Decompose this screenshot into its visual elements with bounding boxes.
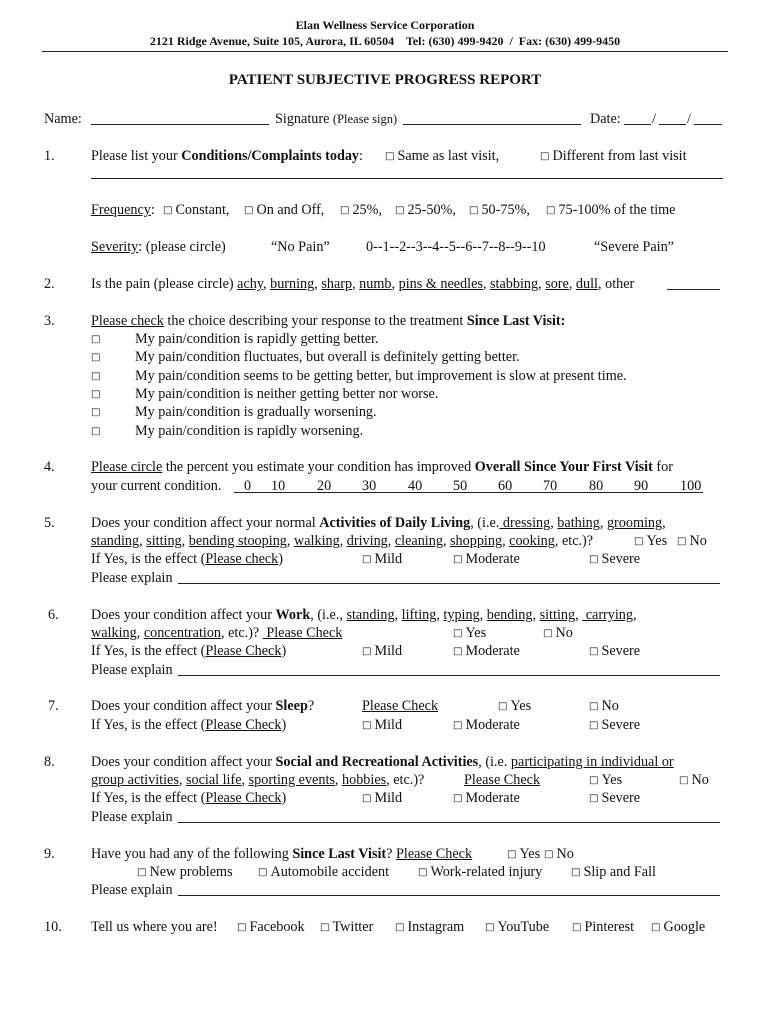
q7-please-check: Please Check	[362, 698, 439, 714]
checkbox-icon: □	[589, 793, 599, 804]
header-rule	[42, 51, 728, 52]
checkbox-icon: □	[453, 646, 463, 657]
q4-scale-value[interactable]: 70	[543, 478, 558, 494]
q8-explain-label: Please explain	[91, 809, 173, 825]
freq-25-50[interactable]: □ 25-50%,	[395, 202, 456, 218]
checkbox-icon: □	[362, 646, 372, 657]
q6-no[interactable]: □ No	[543, 625, 573, 641]
checkbox-icon: □	[362, 720, 372, 731]
freq-constant[interactable]: □ Constant,	[163, 202, 230, 218]
q4-prompt: Please circle the percent you estimate your condition has improved Overall Since Your First Visit for	[91, 459, 673, 475]
q8-effect-label: If Yes, is the effect (Please Check)	[91, 790, 287, 806]
q4-scale-value[interactable]: 100	[680, 478, 702, 494]
checkbox-icon: □	[453, 554, 463, 565]
date-slash: /	[652, 111, 656, 127]
q10-facebook[interactable]: □ Facebook	[237, 919, 305, 935]
q4-scale-value[interactable]: 50	[453, 478, 468, 494]
date-year-field[interactable]	[694, 124, 722, 125]
checkbox-icon: □	[362, 554, 372, 565]
checkbox-icon: □	[485, 922, 495, 933]
checkbox-icon: □	[237, 922, 247, 933]
q7-prompt: Does your condition affect your Sleep?	[91, 698, 315, 714]
q6-moderate[interactable]: □ Moderate	[453, 643, 520, 659]
q6-activities: walking, concentration, etc.)? Please Check	[91, 625, 343, 641]
checkbox-icon: □	[589, 720, 599, 731]
checkbox-icon: □	[543, 628, 553, 639]
freq-25[interactable]: □ 25%,	[340, 202, 383, 218]
q7-effect-label: If Yes, is the effect (Please Check)	[91, 717, 287, 733]
q6-effect-label: If Yes, is the effect (Please Check)	[91, 643, 287, 659]
checkbox-icon: □	[91, 389, 101, 400]
q3-checkbox[interactable]	[91, 330, 103, 349]
pain-word[interactable]: achy	[237, 276, 264, 292]
q4-line2: your current condition.	[91, 478, 222, 494]
q6-prompt: Does your condition affect your Work, (i.e., standing, lifting, typing, bending, sitting, carrying,	[91, 607, 637, 623]
q9-new-problems[interactable]: □ New problems	[137, 864, 233, 880]
q3-option: My pain/condition is rapidly worsening.	[135, 423, 364, 439]
checkbox-icon: □	[507, 849, 517, 860]
checkbox-icon: □	[91, 334, 101, 345]
checkbox-icon: □	[544, 849, 554, 860]
q4-number: 4.	[44, 459, 55, 475]
pain-word[interactable]: stabbing	[490, 276, 539, 292]
q3-option: My pain/condition fluctuates, but overall is definitely getting better.	[135, 349, 520, 365]
q5-explain-label: Please explain	[91, 570, 173, 586]
q3-checkbox[interactable]	[91, 385, 103, 404]
q9-prompt: Have you had any of the following Since Last Visit? Please Check	[91, 846, 473, 862]
checkbox-icon: □	[571, 867, 581, 878]
name-field[interactable]	[91, 124, 269, 125]
freq-75-100[interactable]: □ 75-100% of the time	[546, 202, 676, 218]
date-day-field[interactable]	[659, 124, 686, 125]
q2-prompt: Is the pain (please circle) achy, burning, sharp, numb, pins & needles, stabbing, sore, dull, other	[91, 276, 635, 292]
q5-no[interactable]: □ No	[677, 533, 707, 549]
q3-checkbox[interactable]	[91, 403, 103, 422]
q9-number: 9.	[44, 846, 55, 862]
signature-field[interactable]	[403, 124, 581, 125]
q9-explain-label: Please explain	[91, 882, 173, 898]
checkbox-icon: □	[651, 922, 661, 933]
checkbox-icon: □	[453, 628, 463, 639]
q1-prompt: Please list your Conditions/Complaints today:	[91, 148, 363, 164]
q4-scale-value[interactable]: 20	[317, 478, 332, 494]
checkbox-icon: □	[634, 536, 644, 547]
checkbox-icon: □	[362, 793, 372, 804]
checkbox-icon: □	[679, 775, 689, 786]
q8-mild[interactable]: □ Mild	[362, 790, 403, 806]
checkbox-icon: □	[589, 554, 599, 565]
q6-severe[interactable]: □ Severe	[589, 643, 641, 659]
q10-google[interactable]: □ Google	[651, 919, 706, 935]
q3-number: 3.	[44, 313, 55, 329]
q8-yes[interactable]: □ Yes	[589, 772, 623, 788]
checkbox-icon: □	[546, 205, 556, 216]
freq-50-75[interactable]: □ 50-75%,	[469, 202, 530, 218]
q4-scale-value[interactable]: 90	[634, 478, 649, 494]
q7-moderate[interactable]: □ Moderate	[453, 717, 520, 733]
pain-word[interactable]: sharp	[321, 276, 353, 292]
q1-different-option[interactable]: □ Different from last visit	[540, 148, 687, 164]
checkbox-icon: □	[137, 867, 147, 878]
checkbox-icon: □	[91, 371, 101, 382]
q4-scale-value[interactable]: 80	[589, 478, 604, 494]
checkbox-icon: □	[589, 701, 599, 712]
pain-word[interactable]: burning	[270, 276, 315, 292]
q5-activities: standing, sitting, bending stooping, walking, driving, cleaning, shopping, cooking, etc.)?	[91, 533, 594, 549]
severity-scale[interactable]: 0--1--2--3--4--5--6--7--8--9--10	[366, 239, 546, 255]
q3-checkbox[interactable]	[91, 422, 103, 441]
checkbox-icon: □	[453, 793, 463, 804]
q1-conditions-field[interactable]	[91, 178, 723, 179]
checkbox-icon: □	[244, 205, 254, 216]
freq-on-off[interactable]: □ On and Off,	[244, 202, 325, 218]
q9-yes[interactable]: □ Yes	[507, 846, 541, 862]
q5-prompt: Does your condition affect your normal Activities of Daily Living, (i.e. dressing, bathing, grooming,	[91, 515, 666, 531]
checkbox-icon: □	[453, 720, 463, 731]
checkbox-icon: □	[589, 646, 599, 657]
checkbox-icon: □	[340, 205, 350, 216]
q6-yes[interactable]: □ Yes	[453, 625, 487, 641]
q8-please-check: Please Check	[464, 772, 541, 788]
q8-moderate[interactable]: □ Moderate	[453, 790, 520, 806]
checkbox-icon: □	[385, 151, 395, 162]
q10-youtube[interactable]: □ YouTube	[485, 919, 550, 935]
q4-scale-value[interactable]: 0	[244, 478, 252, 494]
q6-number: 6.	[48, 607, 59, 623]
q7-no[interactable]: □ No	[589, 698, 619, 714]
q3-option: My pain/condition seems to be getting better, but improvement is slow at present time.	[135, 368, 627, 384]
checkbox-icon: □	[418, 867, 428, 878]
q8-severe[interactable]: □ Severe	[589, 790, 641, 806]
checkbox-icon: □	[91, 352, 101, 363]
q5-explain-field[interactable]	[178, 583, 720, 584]
q5-yes[interactable]: □ Yes	[634, 533, 668, 549]
q10-twitter[interactable]: □ Twitter	[320, 919, 374, 935]
q3-option: My pain/condition is neither getting better nor worse.	[135, 386, 439, 402]
q6-explain-field[interactable]	[178, 675, 720, 676]
q5-number: 5.	[44, 515, 55, 531]
q5-severe[interactable]: □ Severe	[589, 551, 641, 567]
checkbox-icon: □	[395, 205, 405, 216]
company-name: Elan Wellness Service Corporation	[295, 18, 475, 32]
q4-scale-value[interactable]: 40	[408, 478, 423, 494]
q7-severe[interactable]: □ Severe	[589, 717, 641, 733]
frequency-label: Frequency:	[91, 202, 155, 218]
severity-severe-pain: “Severe Pain”	[594, 239, 674, 255]
q5-mild[interactable]: □ Mild	[362, 551, 403, 567]
q3-checkbox[interactable]	[91, 348, 103, 367]
q8-number: 8.	[44, 754, 55, 770]
company-address: 2121 Ridge Avenue, Suite 105, Aurora, IL 60504 Tel: (630) 499-9420 / Fax: (630) 499-9450	[149, 34, 621, 48]
q9-auto-accident[interactable]: □ Automobile accident	[258, 864, 390, 880]
q7-number: 7.	[48, 698, 59, 714]
q8-prompt: Does your condition affect your Social and Recreational Activities, (i.e. participating in individual or	[91, 754, 674, 770]
checkbox-icon: □	[540, 151, 550, 162]
q7-yes[interactable]: □ Yes	[498, 698, 532, 714]
name-label: Name:	[44, 111, 82, 127]
pain-word[interactable]: dull	[575, 276, 598, 292]
q4-scale-value[interactable]: 30	[362, 478, 377, 494]
q2-other-field[interactable]	[667, 289, 720, 290]
page-title: PATIENT SUBJECTIVE PROGRESS REPORT	[228, 72, 542, 88]
date-slash: /	[687, 111, 691, 127]
checkbox-icon: □	[469, 205, 479, 216]
q1-same-option[interactable]: □ Same as last visit,	[385, 148, 500, 164]
q5-moderate[interactable]: □ Moderate	[453, 551, 520, 567]
pain-word[interactable]: sore	[545, 276, 569, 292]
q10-instagram[interactable]: □ Instagram	[395, 919, 465, 935]
signature-label-group: Signature (Please sign)	[275, 111, 398, 127]
q4-scale-value[interactable]: 10	[271, 478, 286, 494]
checkbox-icon: □	[320, 922, 330, 933]
q10-number: 10.	[44, 919, 62, 935]
q10-pinterest[interactable]: □ Pinterest	[572, 919, 635, 935]
pain-word[interactable]: numb	[359, 276, 392, 292]
q9-explain-field[interactable]	[178, 895, 720, 896]
date-month-field[interactable]	[624, 124, 651, 125]
checkbox-icon: □	[163, 205, 173, 216]
q3-option: My pain/condition is rapidly getting better.	[135, 331, 379, 347]
q4-scale-underline	[234, 492, 703, 493]
q9-no[interactable]: □ No	[544, 846, 574, 862]
checkbox-icon: □	[91, 426, 101, 437]
q9-slip-fall[interactable]: □ Slip and Fall	[571, 864, 656, 880]
q1-number: 1.	[44, 148, 55, 164]
q4-scale-value[interactable]: 60	[498, 478, 513, 494]
date-label: Date:	[590, 111, 621, 127]
checkbox-icon: □	[572, 922, 582, 933]
q8-activities: group activities, social life, sporting events, hobbies, etc.)?	[91, 772, 425, 788]
q5-effect-label: If Yes, is the effect (Please check)	[91, 551, 284, 567]
severity-no-pain: “No Pain”	[271, 239, 330, 255]
q6-explain-label: Please explain	[91, 662, 173, 678]
q3-option: My pain/condition is gradually worsening.	[135, 404, 377, 420]
checkbox-icon: □	[589, 775, 599, 786]
q8-explain-field[interactable]	[178, 822, 720, 823]
checkbox-icon: □	[395, 922, 405, 933]
q6-mild[interactable]: □ Mild	[362, 643, 403, 659]
q10-prompt: Tell us where you are!	[91, 919, 218, 935]
q8-no[interactable]: □ No	[679, 772, 709, 788]
q7-mild[interactable]: □ Mild	[362, 717, 403, 733]
checkbox-icon: □	[258, 867, 268, 878]
checkbox-icon: □	[498, 701, 508, 712]
severity-label: Severity: (please circle)	[91, 239, 226, 255]
q3-checkbox[interactable]	[91, 367, 103, 386]
q3-prompt: Please check the choice describing your response to the treatment Since Last Visit:	[91, 313, 566, 329]
q2-number: 2.	[44, 276, 55, 292]
pain-word[interactable]: pins & needles	[398, 276, 483, 292]
checkbox-icon: □	[91, 407, 101, 418]
checkbox-icon: □	[677, 536, 687, 547]
q9-work-injury[interactable]: □ Work-related injury	[418, 864, 543, 880]
